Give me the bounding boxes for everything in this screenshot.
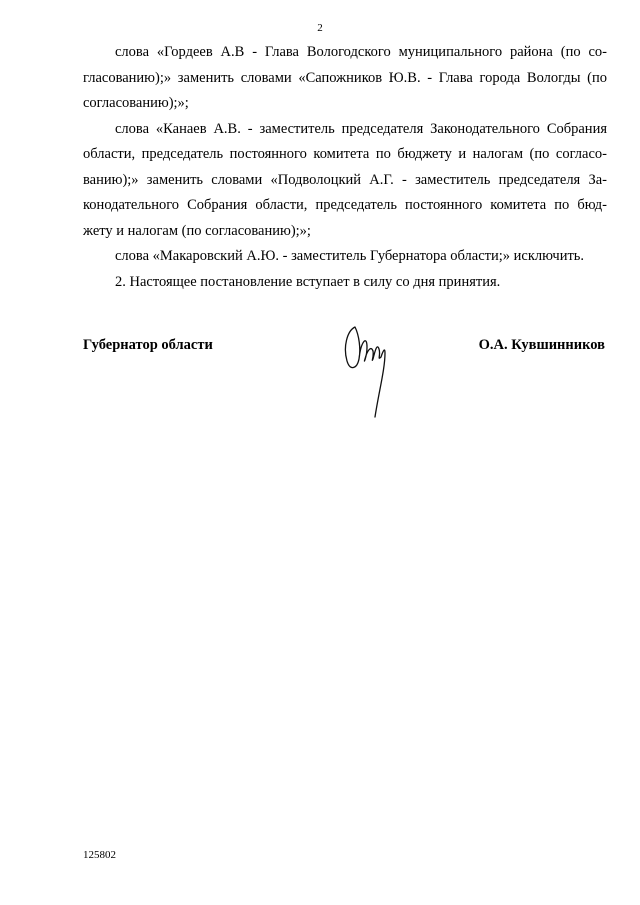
paragraph-line: 2. Настоящее постановление вступает в силу со дня принятия. — [115, 273, 501, 290]
paragraph-line: гласованию);» заменить словами «Сапожников Ю.В. - Глава города Вологды (по — [83, 69, 607, 86]
handwritten-signature — [341, 321, 397, 421]
paragraph-line: слова «Макаровский А.Ю. - заместитель Губернатора области;» исключить. — [115, 248, 585, 264]
paragraph-line: жету и налогам (по согласованию);»; — [83, 222, 311, 239]
document-code: 125802 — [83, 849, 116, 861]
paragraph-line: слова «Гордеев А.В - Глава Вологодского муниципального района (по со- — [115, 44, 607, 60]
page-number: 2 — [317, 22, 323, 34]
paragraph-line: области, председатель постоянного комитета по бюджету и налогам (по согласо- — [83, 146, 607, 162]
signature-block — [83, 337, 607, 417]
paragraph-line: согласованию);»; — [83, 95, 189, 111]
paragraph-line: конодательного Собрания области, председатель постоянного комитета по бюд- — [83, 197, 607, 213]
signer-name: О.А. Кувшинников — [478, 337, 605, 353]
signer-title: Губернатор области — [83, 337, 213, 353]
paragraph-line: ванию);» заменить словами «Подволоцкий А.Г. - заместитель председателя За- — [83, 171, 607, 188]
paragraph-line: слова «Канаев А.В. - заместитель председателя Законодательного Собрания — [115, 120, 607, 137]
document-body — [83, 40, 607, 295]
